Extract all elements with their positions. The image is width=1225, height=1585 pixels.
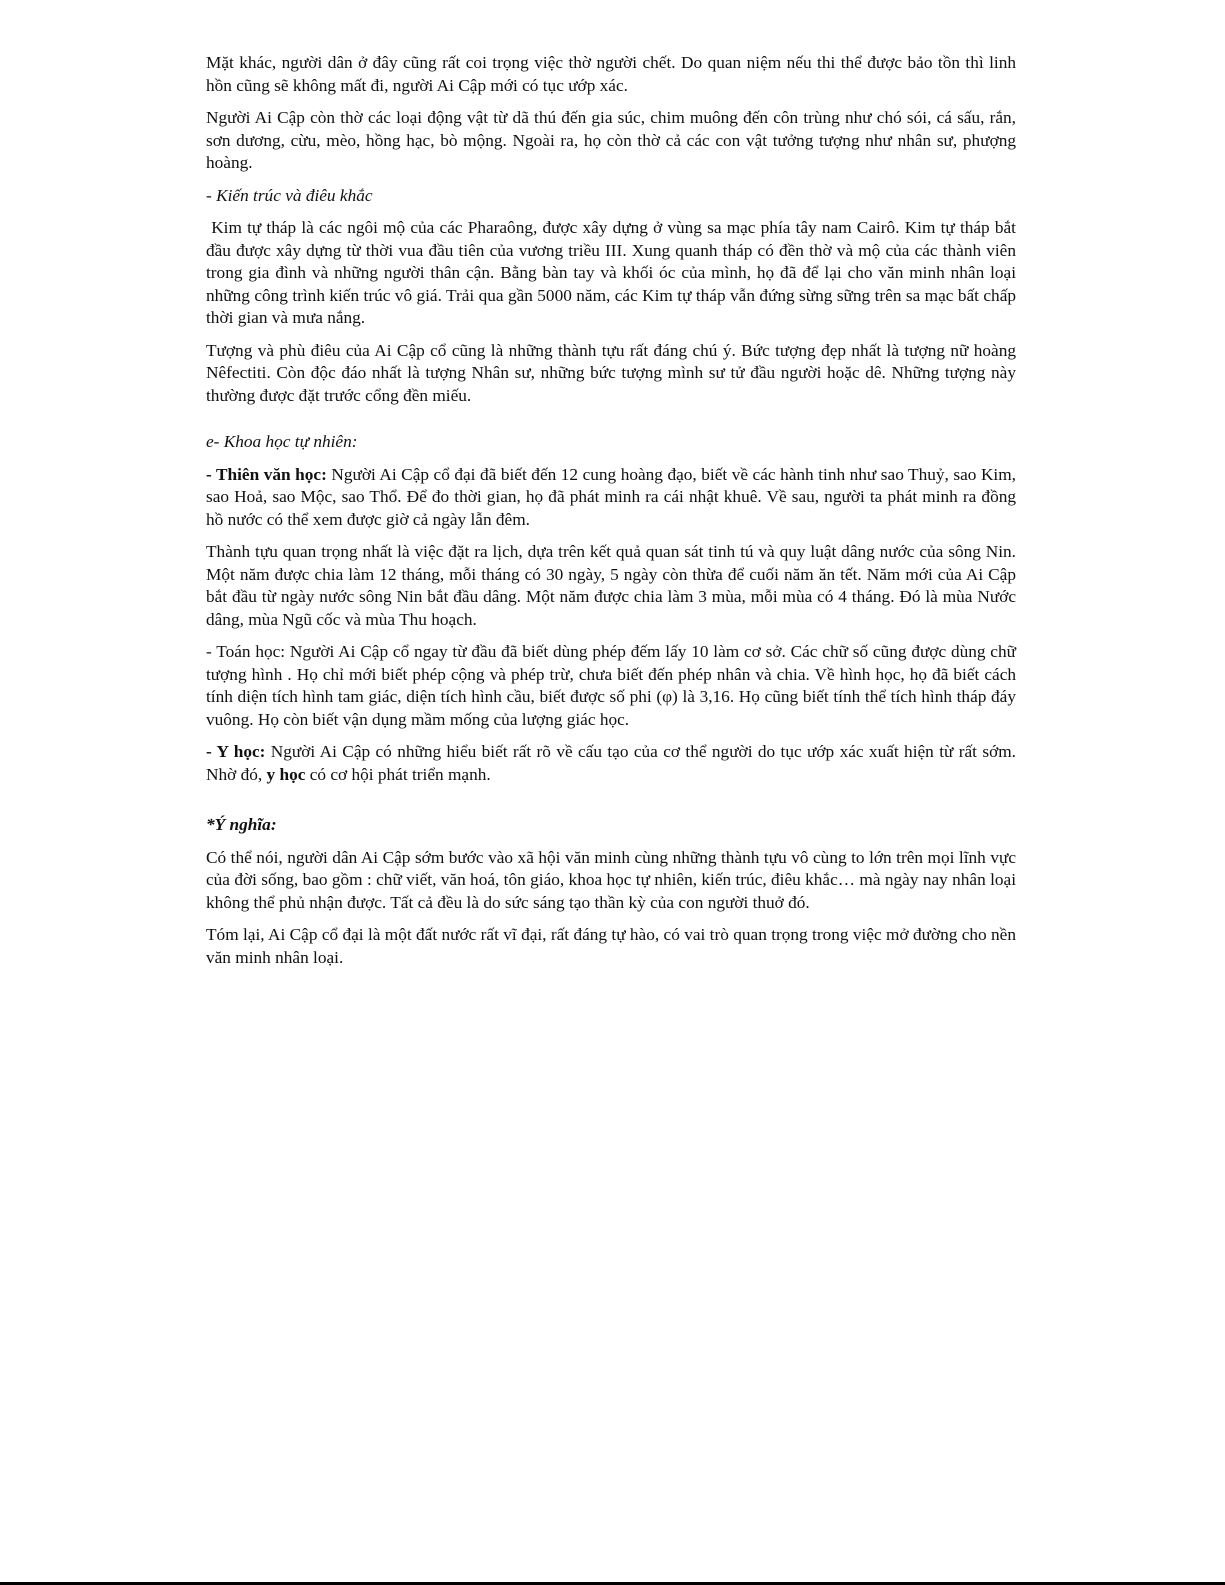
document-page	[206, 52, 1021, 979]
astronomy-label: - Thiên văn học:	[206, 464, 327, 484]
paragraph-meaning: Có thể nói, người dân Ai Cập sớm bước vào xã hội văn minh cùng những thành tựu vô cùng to lớn trên mọi lĩnh vực của đời sống, bao gồm : chữ viết, văn hoá, tôn giáo, khoa học tự nhiên, kiến trúc, điêu khắc… mà ngày nay nhân loại không thể phủ nhận được. Tất cả đều là do sức sáng tạo thần kỳ của con người thuở đó.	[206, 847, 1016, 912]
paragraph-mathematics: - Toán học: Người Ai Cập cổ ngay từ đầu đã biết dùng phép đếm lấy 10 làm cơ sở. Các chữ số cũng được dùng chữ tượng hình . Họ chỉ mới biết phép cộng và phép trừ, chưa biết đến phép nhân và chia. Về hình học, họ đã biết cách tính diện tích hình tam giác, diện tích hình cầu, biết được số phi (φ) là 3,16. Họ cũng biết tính thể tích hình tháp đáy vuông. Họ còn biết vận dụng mầm mống của lượng giác học.	[206, 642, 1016, 729]
paragraph-mummification: Mặt khác, người dân ở đây cũng rất coi trọng việc thờ người chết. Do quan niệm nếu thi thể được bảo tồn thì linh hồn cũng sẽ không mất đi, người Ai Cập mới có tục ướp xác.	[206, 53, 1016, 95]
medicine-text-end: có cơ hội phát triển mạnh.	[305, 764, 491, 784]
medicine-bold-term: y học	[266, 764, 306, 784]
heading-architecture: - Kiến trúc và điêu khắc	[206, 185, 373, 205]
paragraph-sculpture: Tượng và phù điêu của Ai Cập cổ cũng là những thành tựu rất đáng chú ý. Bức tượng đẹp nhất là tượng nữ hoàng Nêfectiti. Còn độc đáo nhất là tượng Nhân sư, những bức tượng mình sư tử đầu người hoặc dê. Những tượng này thường được đặt trước cổng đền miếu.	[206, 340, 1016, 405]
paragraph-pyramids: Kim tự tháp là các ngôi mộ của các Pharaông, được xây dựng ở vùng sa mạc phía tây nam Cairô. Kim tự tháp bắt đầu được xây dựng từ thời vua đầu tiên của vương triều III. Xung quanh tháp có đền thờ và mộ của các thành viên trong gia đình và những người thân cận. Bằng bàn tay và khối óc của mình, họ đã để lại cho văn minh nhân loại những công trình kiến trúc vô giá. Trải qua gần 5000 năm, các Kim tự tháp vẫn đứng sừng sững trên sa mạc bất chấp thời gian và mưa nắng.	[206, 218, 1021, 327]
paragraph-astronomy	[206, 464, 1016, 532]
paragraph-calendar: Thành tựu quan trọng nhất là việc đặt ra lịch, dựa trên kết quả quan sát tinh tú và quy luật dâng nước của sông Nin. Một năm được chia làm 12 tháng, mỗi tháng có 30 ngày, 5 ngày còn thừa để cuối năm ăn tết. Năm mới của Ai Cập bắt đầu từ ngày nước sông Nin bắt đầu dâng. Một năm được chia làm 3 mùa, mỗi mùa có 4 tháng. Đó là mùa Nước dâng, mùa Ngũ cốc và mùa Thu hoạch.	[206, 542, 1016, 629]
paragraph-conclusion: Tóm lại, Ai Cập cổ đại là một đất nước rất vĩ đại, rất đáng tự hào, có vai trò quan trọng trong việc mở đường cho nền văn minh nhân loại.	[206, 925, 1016, 967]
paragraph-medicine	[206, 741, 1016, 786]
heading-natural-science: e- Khoa học tự nhiên:	[206, 432, 358, 451]
medicine-text-start: Người Ai Cập có những hiểu biết rất rõ về cấu tạo của cơ thể người do tục ướp xác xuất hiện từ rất sớm. Nhờ đó,	[206, 742, 1016, 784]
paragraph-animal-worship: Người Ai Cập còn thờ các loại động vật từ dã thú đến gia súc, chim muông đến côn trùng như chó sói, cá sấu, rắn, sơn dương, cừu, mèo, hồng hạc, bò mộng. Ngoài ra, họ còn thờ cả các con vật tưởng tượng như nhân sư, phượng hoàng.	[206, 108, 1016, 172]
heading-meaning: *Ý nghĩa:	[206, 815, 277, 834]
astronomy-text: Người Ai Cập cổ đại đã biết đến 12 cung hoàng đạo, biết về các hành tinh như sao Thuỷ, sao Kim, sao Hoả, sao Mộc, sao Thổ. Để đo thời gian, họ đã phát minh ra cái nhật khuê. Về sau, người ta phát minh ra đồng hồ nước có thể xem được giờ cả ngày lẫn đêm.	[206, 464, 1016, 529]
medicine-label: - Y học:	[206, 742, 266, 761]
